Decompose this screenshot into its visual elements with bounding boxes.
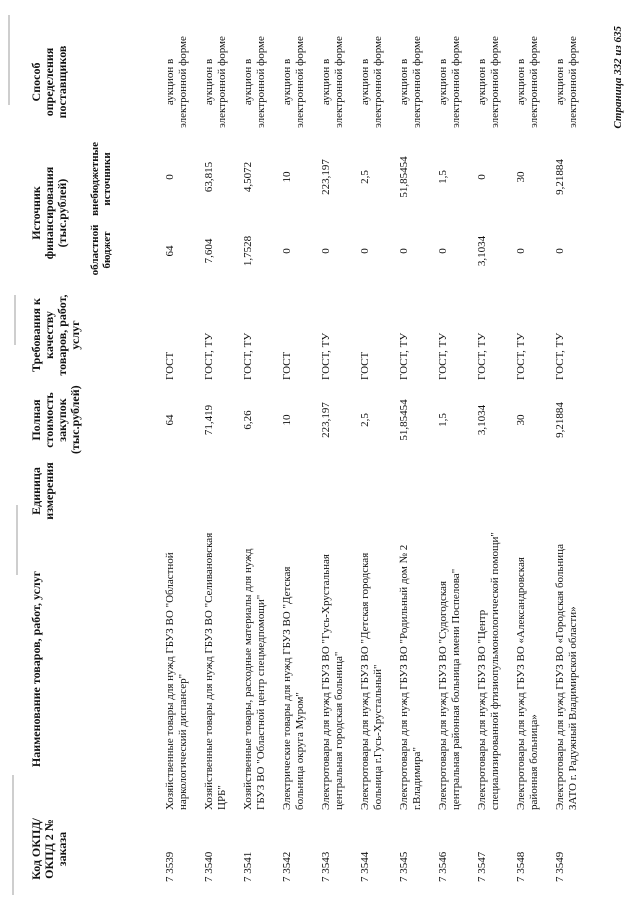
cell-quality: ГОСТ, ТУ <box>515 332 527 380</box>
cell-quality: ГОСТ, ТУ <box>203 332 215 380</box>
cell-extra: 1,5 <box>437 170 449 184</box>
header-name: Наименование товаров, работ, услуг <box>29 570 43 768</box>
cell-regional: 3,1034 <box>476 235 488 267</box>
cell-quality: ГОСТ, ТУ <box>476 332 488 380</box>
table-row <box>238 25 277 885</box>
cell-total: 2,5 <box>359 413 371 427</box>
cell-regional: 0 <box>554 248 566 254</box>
cell-name: Электротовары для нужд ГБУЗ ВО "Детская городская больница г.Гусь-Хрустальный" <box>359 552 384 810</box>
cell-quality: ГОСТ <box>281 351 293 380</box>
cell-total: 30 <box>515 414 527 426</box>
cell-code: 7 3544 <box>359 851 371 882</box>
cell-method: аукцион в электронной форме <box>515 36 540 128</box>
cell-total: 10 <box>281 414 293 426</box>
cell-regional: 0 <box>320 248 332 254</box>
cell-name: Электрические товары для нужд ГБУЗ ВО "Детская больница округа Муром" <box>281 566 306 810</box>
cell-extra: 9,21884 <box>554 159 566 195</box>
cell-regional: 1,7528 <box>242 235 254 267</box>
cell-total: 51,85454 <box>398 399 410 441</box>
table-row <box>394 25 433 885</box>
cell-extra: 2,5 <box>359 170 371 184</box>
table-row <box>277 25 316 885</box>
cell-regional: 0 <box>359 248 371 254</box>
table-row <box>316 25 355 885</box>
header-funding-title: Источник финансирования (тыс.рублей) <box>29 166 69 260</box>
cell-regional: 0 <box>398 248 410 254</box>
cell-quality: ГОСТ <box>164 351 176 380</box>
cell-name: Электротовары для нужд ГБУЗ ВО "Судогодская центральная районная больница имени Поспелова" <box>437 568 462 810</box>
cell-extra: 4,5072 <box>242 161 254 193</box>
cell-name: Электротовары для нужд ГБУЗ ВО «Александровская районная больница» <box>515 557 540 810</box>
cell-extra: 223,197 <box>320 159 332 195</box>
cell-name: Хозяйственные товары для нужд ГБУЗ ВО "Областной наркологический диспансер" <box>164 552 189 810</box>
table-row <box>433 25 472 885</box>
table-header-row <box>28 25 160 885</box>
cell-quality: ГОСТ, ТУ <box>242 332 254 380</box>
header-method: Способ определения поставщиков <box>29 45 69 119</box>
cell-total: 6,26 <box>242 410 254 430</box>
cell-method: аукцион в электронной форме <box>320 36 345 128</box>
cell-name: Электротовары для нужд ГБУЗ ВО "Родильный дом № 2 г.Владимира" <box>398 544 423 810</box>
cell-code: 7 3541 <box>242 851 254 882</box>
cell-unit <box>238 457 277 525</box>
cell-extra: 10 <box>281 171 293 183</box>
cell-quality: ГОСТ, ТУ <box>437 332 449 380</box>
table-row <box>511 25 550 885</box>
table-row <box>199 25 238 885</box>
cell-method: аукцион в электронной форме <box>476 36 501 128</box>
cell-total: 9,21884 <box>554 402 566 438</box>
cell-unit <box>199 457 238 525</box>
cell-extra: 0 <box>164 174 176 180</box>
cell-extra: 30 <box>515 171 527 183</box>
table-row <box>472 25 511 885</box>
cell-extra: 0 <box>476 174 488 180</box>
cell-code: 7 3539 <box>164 851 176 882</box>
cell-method: аукцион в электронной форме <box>398 36 423 128</box>
funding-subheader <box>89 142 113 284</box>
header-unit: Единица измерения <box>29 462 56 520</box>
header-funding-extra: внебюджетные источники <box>89 141 113 216</box>
cell-unit <box>316 457 355 525</box>
cell-code: 7 3549 <box>554 851 566 882</box>
cell-code: 7 3543 <box>320 851 332 882</box>
header-total: Полная стоимость закупок (тыс.рублей) <box>29 385 82 454</box>
page-number: Страница 332 из 635 <box>612 26 624 129</box>
cell-name: Хозяйственные товары, расходные материалы для нужд ГБУЗ ВО "Областной центр спецмедпомощи" <box>242 548 267 810</box>
cell-regional: 7,604 <box>203 238 215 264</box>
cell-code: 7 3547 <box>476 851 488 882</box>
cell-regional: 0 <box>515 248 527 254</box>
cell-unit <box>511 457 550 525</box>
cell-unit <box>394 457 433 525</box>
cell-unit <box>433 457 472 525</box>
header-funding-regional: областной бюджет <box>89 224 113 276</box>
cell-name: Электротовары для нужд ГБУЗ ВО "Центр специализированной фтизиопульмонологической помощи" <box>476 532 501 810</box>
cell-unit <box>355 457 394 525</box>
table-row <box>355 25 394 885</box>
cell-total: 71,419 <box>203 404 215 436</box>
cell-method: аукцион в электронной форме <box>242 36 267 128</box>
cell-name: Электротовары для нужд ГБУЗ ВО «Городская больница ЗАТО г. Радужный Владимирской области» <box>554 544 579 810</box>
cell-quality: ГОСТ, ТУ <box>320 332 332 380</box>
header-quality: Требования к качеству товаров, работ, услуг <box>29 294 82 376</box>
cell-method: аукцион в электронной форме <box>164 36 189 128</box>
cell-unit <box>550 457 589 525</box>
cell-method: аукцион в электронной форме <box>359 36 384 128</box>
cell-name: Электротовары для нужд ГБУЗ ВО "Гусь-Хрустальная центральная городская больница" <box>320 554 345 810</box>
cell-code: 7 3542 <box>281 851 293 882</box>
cell-unit <box>472 457 511 525</box>
cell-regional: 0 <box>437 248 449 254</box>
cell-method: аукцион в электронной форме <box>554 36 579 128</box>
cell-name: Хозяйственные товары для нужд ГБУЗ ВО "Селивановская ЦРБ" <box>203 532 228 810</box>
cell-code: 7 3545 <box>398 851 410 882</box>
cell-unit <box>277 457 316 525</box>
cell-method: аукцион в электронной форме <box>281 36 306 128</box>
cell-code: 7 3548 <box>515 851 527 882</box>
cell-quality: ГОСТ <box>359 351 371 380</box>
cell-total: 3,1034 <box>476 404 488 436</box>
cell-total: 64 <box>164 414 176 426</box>
cell-extra: 51,85454 <box>398 156 410 198</box>
cell-code: 7 3540 <box>203 851 215 882</box>
cell-regional: 64 <box>164 245 176 257</box>
procurement-table <box>28 25 589 885</box>
table-row <box>160 25 199 885</box>
cell-total: 223,197 <box>320 402 332 438</box>
cell-method: аукцион в электронной форме <box>437 36 462 128</box>
cell-quality: ГОСТ, ТУ <box>554 332 566 380</box>
cell-quality: ГОСТ, ТУ <box>398 332 410 380</box>
cell-code: 7 3546 <box>437 851 449 882</box>
cell-unit <box>160 457 199 525</box>
table-row <box>550 25 589 885</box>
cell-regional: 0 <box>281 248 293 254</box>
cell-extra: 63,815 <box>203 161 215 193</box>
cell-total: 1,5 <box>437 413 449 427</box>
cell-method: аукцион в электронной форме <box>203 36 228 128</box>
header-code: Код ОКПД/ ОКПД 2 № заказа <box>29 818 69 880</box>
header-funding <box>28 139 160 287</box>
